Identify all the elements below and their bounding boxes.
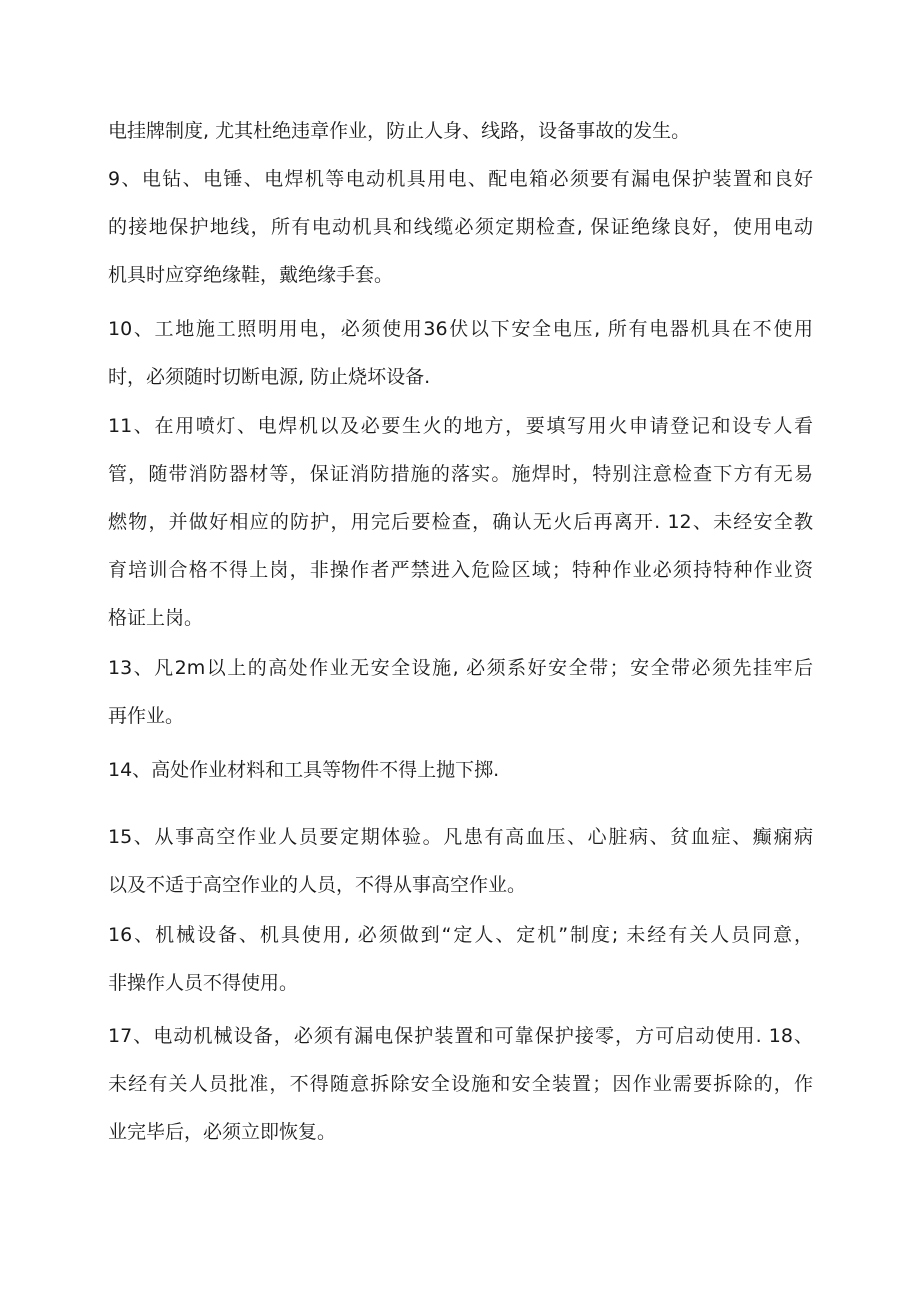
text-line: 以及不适于高空作业的人员，不得从事高空作业。 — [108, 874, 527, 896]
text-line: 管，随带消防器材等，保证消防措施的落实。施焊时，特别注意检查下方有无易 — [108, 463, 813, 485]
text-line: 9、电钻、电锤、电焊机等电动机具用电、配电箱必须要有漏电保护装置和良好 — [108, 168, 813, 190]
text-line: 燃物，并做好相应的防护，用完后要检查，确认无火后再离开. 12、未经安全教 — [108, 511, 813, 533]
text-line: 16、机械设备、机具使用, 必须做到“定人、定机”制度; 未经有关人员同意， — [108, 924, 813, 946]
text-line: 17、电动机械设备，必须有漏电保护装置和可靠保护接零，方可启动使用. 18、 — [108, 1025, 813, 1047]
text-line: 机具时应穿绝缘鞋，戴绝缘手套。 — [108, 264, 394, 286]
text-line: 格证上岗。 — [108, 607, 204, 629]
text-line: 15、从事高空作业人员要定期体验。凡患有高血压、心脏病、贫血症、癫痫病 — [108, 826, 813, 848]
text-line: 育培训合格不得上岗，非操作者严禁进入危险区域；特种作业必须持特种作业资 — [108, 559, 813, 581]
text-line: 14、高处作业材料和工具等物件不得上抛下掷. — [108, 759, 500, 781]
text-line: 未经有关人员批准，不得随意拆除安全设施和安全装置；因作业需要拆除的，作 — [108, 1073, 813, 1095]
text-line: 再作业。 — [108, 705, 185, 727]
text-line: 10、工地施工照明用电，必须使用36伏以下安全电压, 所有电器机具在不使用 — [108, 318, 813, 340]
text-line: 非操作人员不得使用。 — [108, 972, 299, 994]
text-line: 的接地保护地线，所有电动机具和线缆必须定期检查, 保证绝缘良好，使用电动 — [108, 216, 813, 238]
text-line: 电挂牌制度, 尤其杜绝违章作业，防止人身、线路，设备事故的发生。 — [108, 120, 691, 142]
text-line: 11、在用喷灯、电焊机以及必要生火的地方，要填写用火申请登记和设专人看 — [108, 415, 813, 437]
text-line: 业完毕后，必须立即恢复。 — [108, 1121, 337, 1143]
text-line: 13、凡2m以上的高处作业无安全设施, 必须系好安全带；安全带必须先挂牢后 — [108, 657, 813, 679]
text-line: 时，必须随时切断电源, 防止烧坏设备. — [108, 366, 431, 388]
